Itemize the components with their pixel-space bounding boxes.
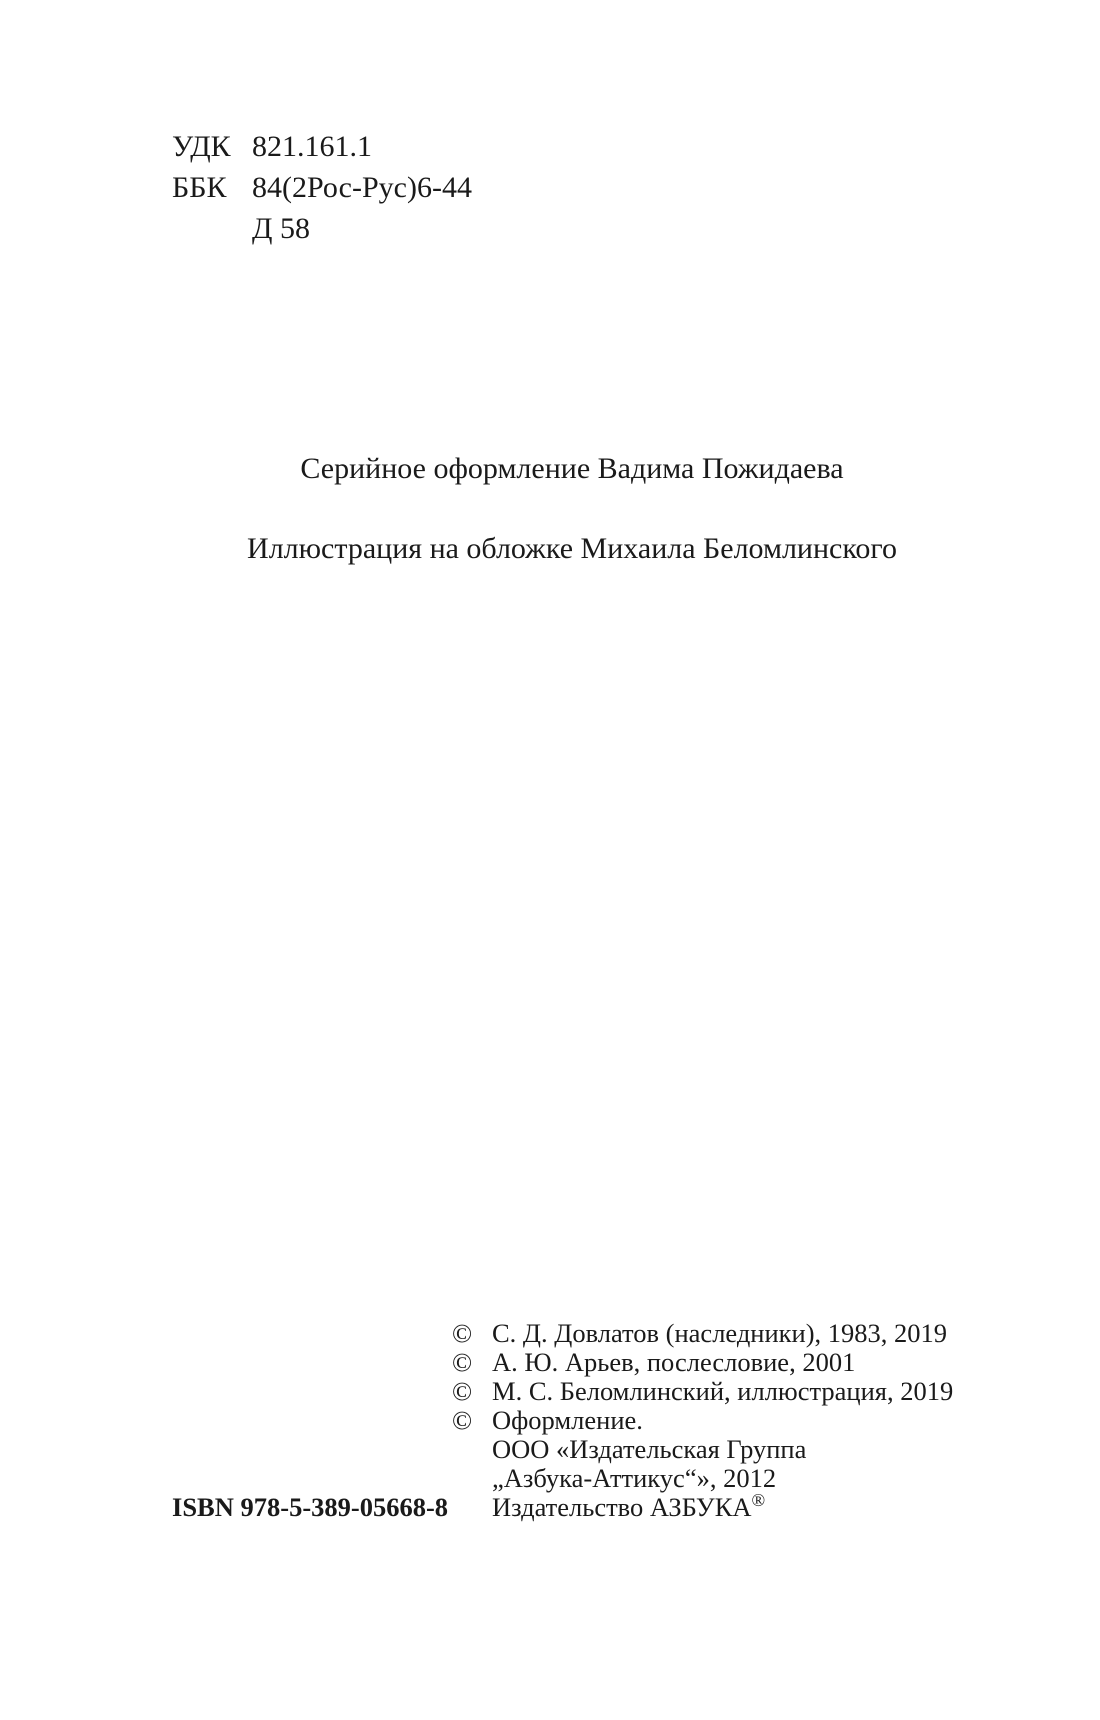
copyright-block: [452, 1319, 953, 1522]
bbk-value: 84(2Рос-Рус)6-44: [252, 171, 472, 204]
copyright-text: М. С. Беломлинский, иллюстрация, 2019: [492, 1376, 954, 1406]
copyright-sign: ©: [452, 1347, 473, 1377]
copyright-sign: ©: [452, 1376, 473, 1406]
copyright-line: [452, 1348, 953, 1377]
library-classification: [172, 126, 472, 249]
registered-trademark-mark: ®: [751, 1490, 766, 1511]
author-mark-spacer: [172, 208, 252, 249]
copyright-line: [452, 1377, 953, 1406]
copyright-line: [452, 1406, 953, 1435]
bbk-row: [172, 167, 472, 208]
bbk-label: ББК: [172, 171, 227, 204]
copyright-text: Оформление.: [492, 1405, 643, 1435]
author-mark-row: [172, 208, 472, 249]
publisher-name: [452, 1490, 953, 1522]
design-copyright-holder: ООО «Издательская Группа: [492, 1434, 807, 1464]
copyright-text: С. Д. Довлатов (наследники), 1983, 2019: [492, 1318, 948, 1348]
isbn-number: ISBN 978-5-389-05668-8: [172, 1492, 449, 1522]
cover-illustration-credit: Иллюстрация на обложке Михаила Беломлинского: [247, 532, 897, 565]
udk-row: [172, 126, 472, 167]
copyright-line: [452, 1319, 953, 1348]
series-design-credit: Серийное оформление Вадима Пожидаева: [300, 452, 844, 485]
publisher-name-text: Издательство АЗБУКА: [492, 1492, 752, 1522]
copyright-sign: ©: [452, 1405, 473, 1435]
author-mark: Д 58: [252, 212, 310, 245]
udk-value: 821.161.1: [252, 130, 372, 163]
udk-label: УДК: [172, 130, 231, 163]
copyright-sign: ©: [452, 1318, 473, 1348]
copyright-text: А. Ю. Арьев, послесловие, 2001: [492, 1347, 856, 1377]
design-copyright-holder: „Азбука-Аттикус“», 2012: [492, 1463, 777, 1493]
